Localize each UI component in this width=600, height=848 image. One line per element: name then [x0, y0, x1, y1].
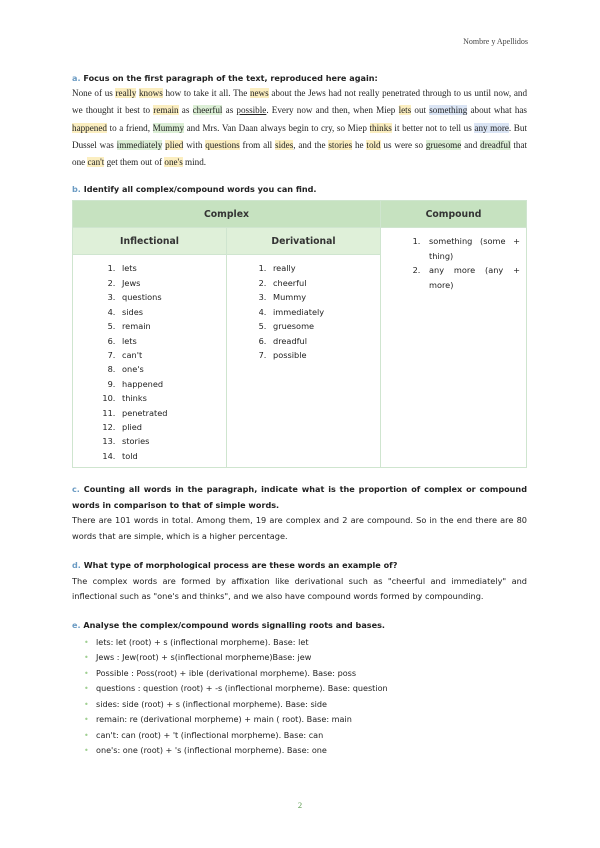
text-run: as — [222, 105, 237, 116]
section-e-title: Analyse the complex/compound words signalling roots and bases. — [83, 619, 385, 630]
section-c-answer: There are 101 words in total. Among them, 19 are complex and 2 are compound. So in the end there are 80 words that are simple, which is a higher percentage. — [72, 515, 527, 541]
section-a-heading — [72, 72, 527, 85]
highlight-word: gruesome — [425, 139, 462, 150]
highlight-word: stories — [328, 139, 353, 150]
highlight-word: plied — [165, 139, 184, 150]
highlight-word: told — [366, 139, 381, 150]
list-item: 1. really — [269, 261, 380, 275]
list-item: • can't: can (root) + 't (inflectional morpheme). Base: can — [84, 728, 527, 744]
highlight-word: one's — [164, 157, 183, 168]
list-item: 8. one's — [118, 362, 226, 376]
highlight-word: Mummy — [152, 122, 185, 133]
highlight-word: cheerful — [192, 105, 223, 116]
derivational-header: Derivational — [227, 228, 381, 255]
list-item: 10. thinks — [118, 391, 226, 405]
section-d-answer: The complex words are formed by affixation like derivational such as "cheerful and immediately" and inflectional such as "one's and thinks", and we also have compound words formed by compounding. — [72, 575, 527, 602]
underlined-word: possible — [236, 105, 267, 116]
text-run: that one — [72, 139, 528, 168]
derivational-list — [227, 261, 380, 362]
text-run: , and the — [293, 139, 329, 150]
list-item: 3. questions — [118, 290, 226, 304]
section-e-letter: e. — [72, 619, 81, 630]
list-item: 13. stories — [118, 434, 226, 448]
list-item: • Jews : Jew(root) + s(inflectional morpheme)Base: jew — [84, 650, 527, 666]
highlight-word: something — [429, 105, 468, 116]
list-item: 11. penetrated — [118, 406, 226, 420]
highlight-word: happened — [72, 122, 107, 133]
text-run: us were so — [380, 139, 426, 150]
highlight-word: sides — [275, 139, 294, 150]
text-run: . Every now and then, when Miep — [266, 105, 399, 116]
text-run: out — [411, 105, 430, 116]
section-a-title: Focus on the first paragraph of the text, reproduced here again: — [83, 73, 378, 83]
list-item: 4. sides — [118, 305, 226, 319]
text-run: with — [183, 139, 206, 150]
text-run: and — [461, 139, 481, 150]
text-run: from all — [239, 139, 276, 150]
list-item: 4. immediately — [269, 305, 380, 319]
list-item: • lets: let (root) + s (inflectional morpheme). Base: let — [84, 635, 527, 651]
list-item: 2. Jews — [118, 276, 226, 290]
highlight-word: can't — [87, 157, 105, 168]
section-b-heading — [72, 183, 527, 196]
section-c-title: Counting all words in the paragraph, indicate what is the proportion of complex or compound words in comparison to that of simple words. — [72, 484, 527, 510]
page-number: 2 — [297, 800, 303, 810]
author-name: Nombre y Apellidos — [463, 37, 528, 46]
section-a-letter: a. — [72, 73, 81, 83]
list-item: 1. something (some + thing) — [423, 234, 520, 263]
section-d-heading — [72, 559, 527, 572]
derivational-cell — [227, 255, 381, 468]
source-paragraph — [72, 85, 527, 171]
list-item: • Possible : Poss(root) + ible (derivational morpheme). Base: poss — [84, 666, 527, 682]
list-item: 3. Mummy — [269, 290, 380, 304]
text-run: get them out of — [104, 157, 165, 168]
text-run: to a friend, — [106, 122, 153, 133]
section-b-title: Identify all complex/compound words you can find. — [83, 184, 317, 195]
list-item: 9. happened — [118, 377, 226, 391]
word-classification-table — [72, 200, 527, 468]
text-run: he — [352, 139, 367, 150]
list-item: • questions : question (root) + -s (inflectional morpheme). Base: question — [84, 681, 527, 697]
compound-list — [381, 234, 526, 292]
text-run: None of us — [72, 88, 116, 98]
text-run: and Mrs. Van Daan always begin to cry, so Miep — [184, 122, 370, 133]
highlight-word: lets — [398, 105, 412, 116]
highlight-word: any more — [474, 122, 509, 133]
list-item: • remain: re (derivational morpheme) + main ( root). Base: main — [84, 712, 527, 728]
highlight-word: questions — [205, 139, 240, 150]
list-item: 7. possible — [269, 348, 380, 362]
compound-header: Compound — [381, 201, 527, 228]
list-item: 14. told — [118, 449, 226, 463]
list-item: 6. dreadful — [269, 334, 380, 348]
inflectional-cell — [73, 255, 227, 468]
list-item: 2. cheerful — [269, 276, 380, 290]
highlight-word: dreadful — [480, 139, 511, 150]
compound-cell — [381, 228, 527, 468]
list-item: • one's: one (root) + 's (inflectional morpheme). Base: one — [84, 743, 527, 759]
list-item: 7. can't — [118, 348, 226, 362]
list-item: 1. lets — [118, 261, 226, 275]
list-item: 5. gruesome — [269, 319, 380, 333]
list-item: 12. plied — [118, 420, 226, 434]
text-run: . But Dussel was — [72, 122, 527, 150]
inflectional-list — [73, 261, 226, 463]
section-e-heading — [72, 619, 527, 632]
text-run: mind. — [182, 157, 207, 168]
text-run: it better not to tell us — [391, 122, 475, 133]
list-item: 2. any more (any + more) — [423, 263, 520, 292]
document-body — [72, 72, 527, 759]
section-b-letter: b. — [72, 184, 81, 195]
section-d-title: What type of morphological process are these words an example of? — [83, 559, 398, 570]
highlight-word: thinks — [369, 122, 392, 133]
list-item: 6. lets — [118, 334, 226, 348]
text-run: about what has — [467, 105, 527, 116]
list-item: • sides: side (root) + s (inflectional morpheme). Base: side — [84, 697, 527, 713]
highlight-word: really — [115, 88, 137, 98]
highlight-word: knows — [138, 88, 163, 98]
text-run: as — [178, 105, 193, 116]
text-run: how to take it all. The — [162, 88, 250, 98]
complex-header: Complex — [73, 201, 381, 228]
list-item: 5. remain — [118, 319, 226, 333]
section-c-letter: c. — [72, 484, 80, 495]
highlight-word: news — [249, 88, 269, 98]
highlight-word: remain — [153, 105, 179, 116]
highlight-word: immediately — [116, 139, 163, 150]
section-c-heading — [72, 482, 527, 513]
analysis-list — [72, 635, 527, 759]
text-run: about the Jews had not really penetrated through to us until now, and we thought it best to — [72, 88, 528, 116]
inflectional-header: Inflectional — [73, 228, 227, 255]
section-d-letter: d. — [72, 559, 81, 570]
